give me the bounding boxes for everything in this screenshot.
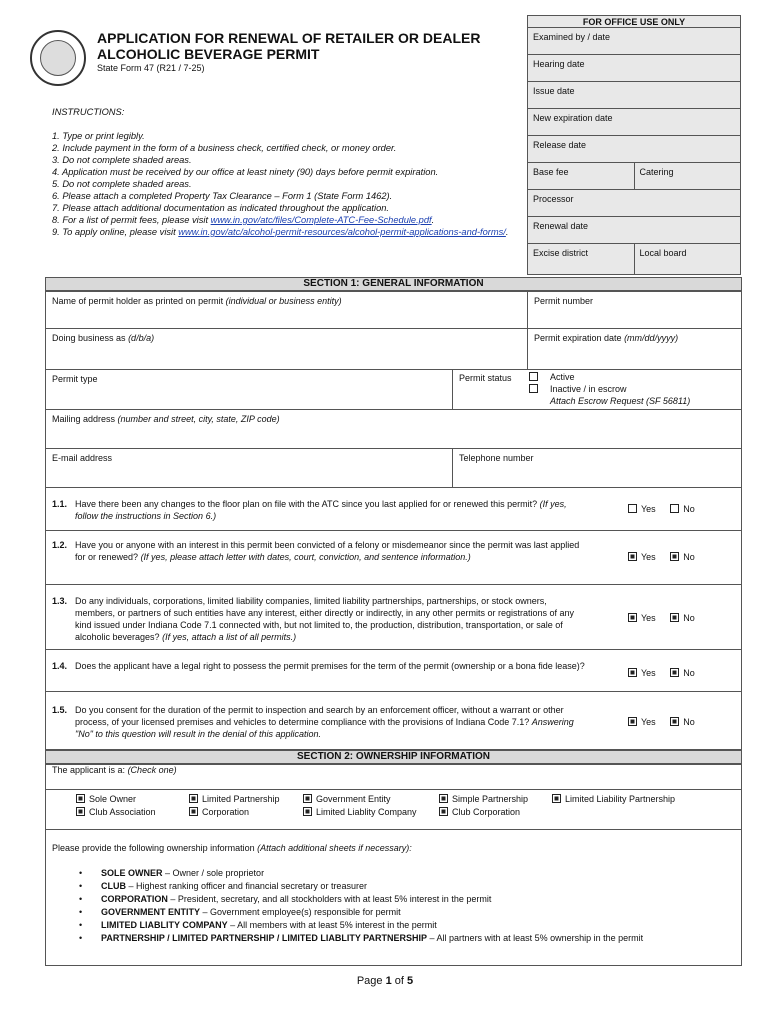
instruction-item: 2. Include payment in the form of a business check, certified check, or money order.	[52, 143, 397, 153]
corporation-checkbox[interactable]	[189, 807, 198, 816]
field-label: Please provide the following ownership information	[52, 843, 255, 853]
page-total: 5	[407, 975, 414, 987]
page-indicator	[0, 975, 770, 987]
list-term: SOLE OWNER	[101, 868, 163, 878]
field-label: Doing business as	[52, 333, 126, 343]
applicant-type-options	[45, 789, 742, 830]
instruction-item: 1. Type or print legibly.	[52, 131, 145, 141]
page-label: Page	[356, 975, 386, 987]
list-item	[79, 893, 643, 906]
option-label: Simple Partnership	[452, 794, 529, 804]
option-label: Limited Partnership	[202, 794, 280, 804]
option-label: Corporation	[202, 807, 250, 817]
email-field[interactable]	[45, 448, 453, 488]
office-use-heading: FOR OFFICE USE ONLY	[528, 16, 740, 28]
catering-field: Catering	[634, 163, 741, 189]
permit-type-field[interactable]	[45, 369, 453, 410]
simple-partnership-checkbox[interactable]	[439, 794, 448, 803]
form-title: APPLICATION FOR RENEWAL OF RETAILER OR DEALER ALCOHOLIC BEVERAGE PERMIT	[97, 30, 481, 62]
question-number: 1.2.	[52, 540, 68, 550]
inactive-label: Inactive / in escrow	[550, 384, 627, 394]
limited-partnership-checkbox[interactable]	[189, 794, 198, 803]
yes-checkbox[interactable]	[628, 504, 637, 513]
processor-field: Processor	[533, 194, 574, 204]
field-label: Name of permit holder as printed on permit	[52, 296, 224, 306]
base-fee-field: Base fee	[533, 167, 569, 177]
government-entity-checkbox[interactable]	[303, 794, 312, 803]
section1-title: SECTION 1: GENERAL INFORMATION	[45, 277, 742, 291]
option-label: Club Corporation	[452, 807, 521, 817]
question-text: Do any individuals, corporations, limited liability companies, limited liability partnerships, partnerships, or stock owners, members, or partners of such entities have any interest, either directly or indirectly, in any other permits or registrations of any kind issued under Indiana Code 7.1 connected with, but not limited to, the production, distribution, transportation, or sale of alcoholic beverages?	[75, 596, 575, 642]
apply-online-link[interactable]: www.in.gov/atc/alcohol-permit-resources/alcohol-permit-applications-and-forms/	[178, 227, 506, 237]
list-term: CLUB	[101, 881, 126, 891]
no-label: No	[683, 668, 695, 678]
yes-label: Yes	[641, 552, 656, 562]
llp-option[interactable]	[552, 794, 675, 804]
list-desc: – Highest ranking officer and financial secretary or treasurer	[126, 881, 367, 891]
instruction-item: 6. Please attach a completed Property Tax Clearance – Form 1 (State Form 1462).	[52, 191, 393, 201]
instruction-item-8	[52, 214, 522, 226]
examined-by-field: Examined by / date	[533, 32, 611, 42]
question-note: (If yes, follow the instructions in Section 6.)	[75, 499, 567, 521]
instruction-item: 4. Application must be received by our office at least ninety (90) days before permit expiration.	[52, 167, 439, 177]
excise-district-field: Excise district	[533, 248, 589, 258]
llc-option[interactable]	[303, 807, 417, 817]
question-number: 1.3.	[52, 596, 68, 606]
no-checkbox[interactable]	[670, 717, 679, 726]
active-label: Active	[550, 372, 575, 382]
option-label: Club Association	[89, 807, 156, 817]
option-label: Sole Owner	[89, 794, 137, 804]
field-label: Permit status	[459, 373, 512, 383]
government-entity-option[interactable]	[303, 794, 391, 804]
club-corporation-option[interactable]	[439, 807, 520, 817]
question-1-3	[45, 584, 742, 650]
field-hint: (number and street, city, state, ZIP code)	[117, 414, 280, 424]
state-seal-logo	[30, 30, 86, 86]
yes-label: Yes	[641, 717, 656, 727]
instruction-text: .	[431, 215, 435, 225]
club-corporation-checkbox[interactable]	[439, 807, 448, 816]
instruction-item: 7. Please attach additional documentation as indicated throughout the application.	[52, 203, 389, 213]
permit-status-group	[452, 369, 742, 410]
sole-owner-option[interactable]	[76, 794, 136, 804]
page-number: 1	[385, 975, 392, 987]
no-label: No	[683, 552, 695, 562]
field-hint: (Check one)	[127, 765, 177, 775]
list-desc: – All partners with at least 5% ownership in the permit	[427, 933, 644, 943]
list-item	[79, 906, 643, 919]
no-label: No	[683, 613, 695, 623]
permit-holder-field[interactable]	[45, 291, 528, 329]
field-hint: (d/b/a)	[128, 333, 155, 343]
yes-checkbox[interactable]	[628, 613, 637, 622]
question-note: (If yes, please attach letter with dates, court, conviction, and sentence information.)	[140, 552, 471, 562]
option-label: Government Entity	[316, 794, 391, 804]
instructions-heading: INSTRUCTIONS:	[52, 107, 125, 117]
llp-checkbox[interactable]	[552, 794, 561, 803]
club-association-checkbox[interactable]	[76, 807, 85, 816]
list-item	[79, 932, 643, 945]
field-label: Mailing address	[52, 414, 116, 424]
field-label: Permit type	[52, 374, 98, 384]
list-term: CORPORATION	[101, 894, 168, 904]
instruction-text: 8. For a list of permit fees, please visit	[52, 215, 211, 225]
yes-checkbox[interactable]	[628, 717, 637, 726]
active-checkbox[interactable]	[529, 372, 538, 381]
question-number: 1.5.	[52, 705, 68, 715]
field-label: Telephone number	[459, 453, 534, 463]
instruction-text: .	[505, 227, 509, 237]
question-note: (If yes, attach a list of all permits.)	[162, 632, 297, 642]
no-label: No	[683, 717, 695, 727]
instruction-text: 9. To apply online, please visit	[52, 227, 179, 237]
form-number: State Form 47 (R21 / 7-25)	[97, 63, 205, 73]
option-label: Limited Liability Partnership	[565, 794, 676, 804]
instruction-item: 3. Do not complete shaded areas.	[52, 155, 192, 165]
yes-label: Yes	[641, 668, 656, 678]
option-label: Limited Liablity Company	[316, 807, 417, 817]
list-item	[79, 867, 643, 880]
no-checkbox[interactable]	[670, 552, 679, 561]
no-checkbox[interactable]	[670, 613, 679, 622]
sole-owner-checkbox[interactable]	[76, 794, 85, 803]
renewal-date-field: Renewal date	[533, 221, 589, 231]
question-text: Have there been any changes to the floor plan on file with the ATC since you last applied for or renewed this permit?	[75, 499, 538, 509]
page-of: of	[391, 975, 408, 987]
no-checkbox[interactable]	[670, 668, 679, 677]
yes-checkbox[interactable]	[628, 552, 637, 561]
question-number: 1.1.	[52, 499, 68, 509]
question-number: 1.4.	[52, 661, 68, 671]
question-note: Answering "No" to this question will result in the denial of this application.	[75, 717, 574, 739]
fee-schedule-link[interactable]: www.in.gov/atc/files/Complete-ATC-Fee-Schedule.pdf	[210, 215, 432, 225]
section2-title: SECTION 2: OWNERSHIP INFORMATION	[45, 750, 742, 764]
permit-number-field[interactable]	[527, 291, 742, 329]
question-text: Do you consent for the duration of the permit to inspection and search by an enforcement officer, without a warrant or other process, of your licensed premises and vehicles to determine compliance with the provisions of Indiana Code 7.1?	[75, 705, 564, 727]
field-hint: (individual or business entity)	[225, 296, 342, 306]
ownership-requirements-list	[79, 867, 643, 945]
question-text: Does the applicant have a legal right to possess the permit premises for the term of the permit (ownership or a bona fide lease)?	[75, 661, 585, 671]
escrow-note: Attach Escrow Request (SF 56811)	[550, 396, 691, 406]
release-date-field: Release date	[533, 140, 587, 150]
instruction-item-9	[52, 226, 522, 238]
field-hint: (mm/dd/yyyy)	[624, 333, 679, 343]
dba-field[interactable]	[45, 328, 528, 370]
question-1-2	[45, 530, 742, 585]
field-label: Permit number	[534, 296, 594, 306]
question-1-5	[45, 691, 742, 750]
expiration-date-field[interactable]	[527, 328, 742, 370]
question-text: Have you or anyone with an interest in this permit been convicted of a felony or misdemeanor since the permit was last applied for or renewed?	[75, 540, 580, 562]
limited-partnership-option[interactable]	[189, 794, 280, 804]
field-label: Permit expiration date	[534, 333, 622, 343]
list-item	[79, 880, 643, 893]
no-label: No	[683, 504, 695, 514]
club-association-option[interactable]	[76, 807, 156, 817]
new-expiration-field: New expiration date	[533, 113, 613, 123]
list-desc: – All members with at least 5% interest in the permit	[227, 920, 437, 930]
llc-checkbox[interactable]	[303, 807, 312, 816]
list-term: PARTNERSHIP / LIMITED PARTNERSHIP / LIMITED LIABLITY PARTNERSHIP	[101, 933, 428, 943]
instruction-item: 5. Do not complete shaded areas.	[52, 179, 192, 189]
question-1-1	[45, 487, 742, 531]
list-desc: – President, secretary, and all stockholders with at least 5% interest in the permit	[167, 894, 492, 904]
instructions-block	[52, 106, 522, 238]
no-checkbox[interactable]	[670, 504, 679, 513]
mailing-address-field[interactable]	[45, 409, 742, 449]
telephone-field[interactable]	[452, 448, 742, 488]
office-use-box	[527, 15, 741, 275]
field-label: The applicant is a:	[52, 765, 126, 775]
applicant-type-label	[52, 765, 177, 775]
list-term: GOVERNMENT ENTITY	[101, 907, 201, 917]
list-item	[79, 919, 643, 932]
list-term: LIMITED LIABLITY COMPANY	[101, 920, 228, 930]
yes-checkbox[interactable]	[628, 668, 637, 677]
field-hint: (Attach additional sheets if necessary):	[257, 843, 412, 853]
simple-partnership-option[interactable]	[439, 794, 528, 804]
question-1-4	[45, 649, 742, 692]
field-label: E-mail address	[52, 453, 113, 463]
hearing-date-field: Hearing date	[533, 59, 585, 69]
inactive-checkbox[interactable]	[529, 384, 538, 393]
corporation-option[interactable]	[189, 807, 249, 817]
yes-label: Yes	[641, 613, 656, 623]
issue-date-field: Issue date	[533, 86, 575, 96]
local-board-field: Local board	[634, 244, 741, 274]
list-desc: – Government employee(s) responsible for permit	[200, 907, 401, 917]
list-desc: – Owner / sole proprietor	[162, 868, 265, 878]
yes-label: Yes	[641, 504, 656, 514]
ownership-info-prompt	[52, 843, 412, 853]
